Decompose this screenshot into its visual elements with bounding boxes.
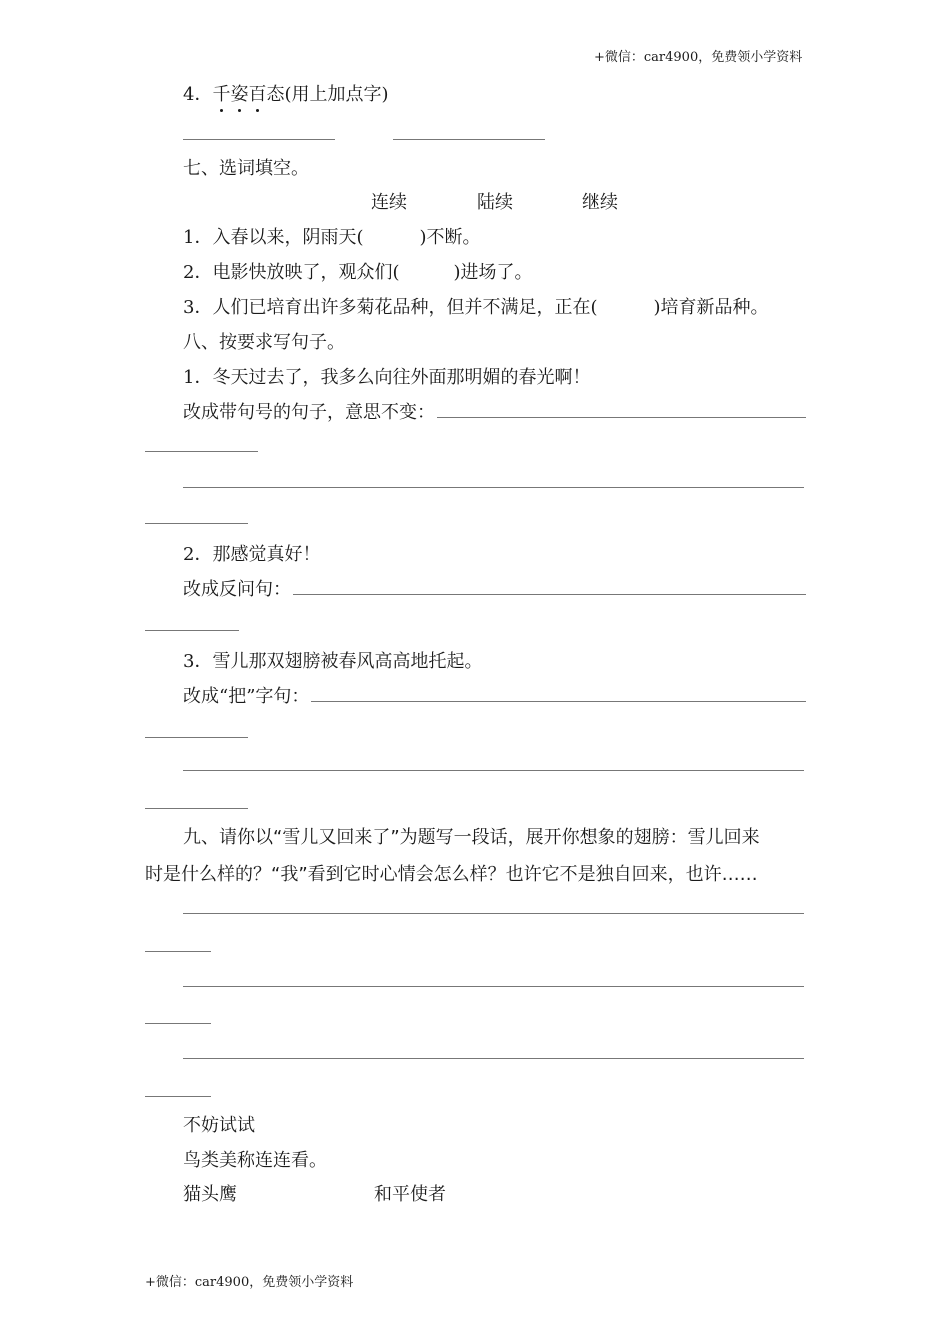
q4-char-3: 百 — [248, 80, 266, 106]
q4-hint: (用上加点字) — [284, 84, 389, 105]
q4-answer-line-2[interactable] — [393, 139, 545, 140]
fill-item-number: 2． — [183, 262, 213, 283]
fill-item-text: )不断。 — [419, 227, 481, 248]
rewrite-instruction-2 — [183, 575, 806, 601]
fill-item-text: 电影快放映了，观众们( — [212, 262, 400, 283]
instruction-text: 改成带句号的句子，意思不变： — [183, 402, 435, 423]
rewrite-instruction-1 — [183, 398, 806, 424]
rewrite-sentence-1 — [183, 363, 590, 389]
extra-instruction: 鸟类美称连连看。 — [183, 1150, 327, 1171]
q4-number: 4． — [183, 84, 213, 105]
fill-item-text: )培育新品种。 — [653, 297, 769, 318]
writing-line[interactable] — [183, 1058, 804, 1059]
fill-item-text: )进场了。 — [453, 262, 533, 283]
watermark-top: +微信：car4900，免费领小学资料 — [594, 50, 803, 65]
answer-line[interactable] — [145, 737, 248, 738]
writing-line[interactable] — [145, 1096, 211, 1097]
word-option-3: 继续 — [582, 192, 618, 213]
fill-item-text: 人们已培育出许多菊花品种，但并不满足，正在( — [212, 297, 598, 318]
item-number: 1． — [183, 367, 213, 388]
match-left-item[interactable]: 猫头鹰 — [183, 1184, 237, 1205]
answer-line[interactable] — [145, 451, 258, 452]
section9-prompt-line-1: 九、请你以“雪儿又回来了”为题写一段话，展开你想象的翅膀：雪儿回来 — [183, 827, 760, 848]
item-number: 2． — [183, 544, 213, 565]
writing-line[interactable] — [183, 913, 804, 914]
match-right-item[interactable]: 和平使者 — [374, 1184, 446, 1205]
fill-item-number: 1． — [183, 227, 213, 248]
sentence-text: 那感觉真好！ — [212, 544, 321, 565]
sentence-text: 雪儿那双翅膀被春风高高地托起。 — [212, 651, 483, 672]
writing-line[interactable] — [183, 986, 804, 987]
section7-title: 七、选词填空。 — [183, 158, 309, 179]
q4-char-1: 千 — [212, 80, 230, 106]
q4-line — [183, 80, 389, 106]
fill-item-text: 入春以来，阴雨天( — [212, 227, 364, 248]
watermark-bottom: +微信：car4900，免费领小学资料 — [145, 1275, 354, 1290]
fill-item-3 — [183, 293, 769, 319]
writing-line[interactable] — [145, 1023, 211, 1024]
fill-item-2 — [183, 258, 533, 284]
answer-line[interactable] — [293, 580, 806, 595]
answer-line[interactable] — [145, 630, 239, 631]
q4-char-2: 姿 — [230, 80, 248, 106]
answer-line[interactable] — [311, 687, 806, 702]
answer-line[interactable] — [145, 808, 248, 809]
instruction-text: 改成反问句： — [183, 579, 291, 600]
extra-title: 不妨试试 — [183, 1115, 255, 1136]
rewrite-sentence-3 — [183, 647, 482, 673]
fill-item-1 — [183, 223, 481, 249]
rewrite-sentence-2 — [183, 540, 320, 566]
answer-line[interactable] — [183, 487, 804, 488]
item-number: 3． — [183, 651, 213, 672]
section9-prompt-line-2: 时是什么样的？“我”看到它时心情会怎么样？也许它不是独自回来，也许…… — [145, 864, 758, 885]
section8-title: 八、按要求写句子。 — [183, 332, 345, 353]
fill-item-number: 3． — [183, 297, 213, 318]
word-option-2: 陆续 — [477, 192, 513, 213]
answer-line[interactable] — [145, 523, 248, 524]
answer-line[interactable] — [183, 770, 804, 771]
rewrite-instruction-3 — [183, 682, 806, 708]
word-option-1: 连续 — [371, 192, 407, 213]
q4-char-4: 态 — [266, 84, 285, 105]
writing-line[interactable] — [145, 951, 211, 952]
q4-answer-line-1[interactable] — [183, 139, 335, 140]
sentence-text: 冬天过去了，我多么向往外面那明媚的春光啊！ — [212, 367, 591, 388]
instruction-text: 改成“把”字句： — [183, 686, 310, 707]
answer-line[interactable] — [437, 403, 806, 418]
